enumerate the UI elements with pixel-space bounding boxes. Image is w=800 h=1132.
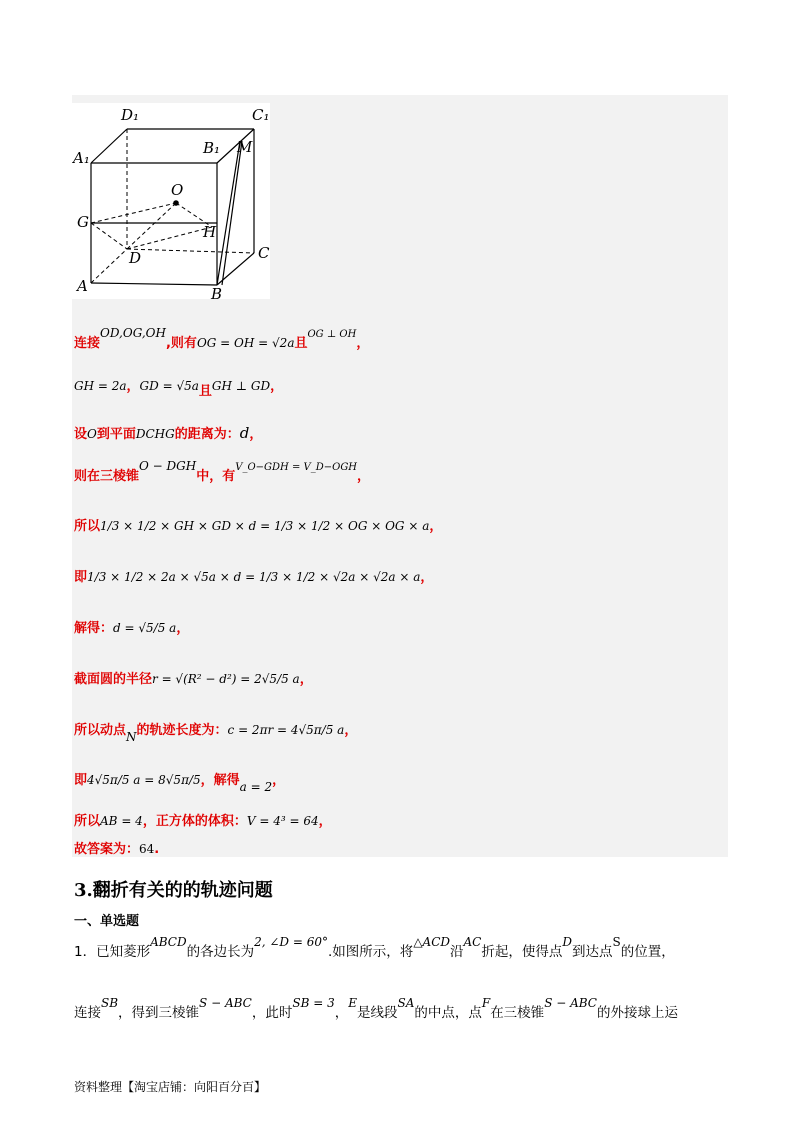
- solution-line-5: 所以1/3 × 1/2 × GH × GD × d = 1/3 × 1/2 × OG × OG × a，: [74, 519, 443, 534]
- label-a: A: [77, 277, 88, 295]
- label-d: D: [129, 249, 142, 267]
- label-g: G: [77, 213, 89, 231]
- label-m: M: [237, 138, 253, 156]
- cube-figure: [72, 103, 270, 299]
- solution-line-3: 设O到平面DCHG的距离为：d，: [74, 424, 263, 442]
- label-a1: A₁: [73, 149, 90, 167]
- question-line-2: 连接SB，得到三棱锥S − ABC，此时SB = 3，E是线段SA的中点，点F在三棱锥S − ABC的外接球上运: [74, 996, 678, 1021]
- section-title: 3.翻折有关的的轨迹问题: [74, 880, 273, 901]
- solution-line-7: 解得：d = √5/5 a，: [74, 621, 190, 636]
- solution-line-6: 即1/3 × 1/2 × 2a × √5a × d = 1/3 × 1/2 × √2a × √2a × a，: [74, 570, 434, 585]
- solution-line-1: 连接OD,OG,OH,则有OG = OH = √2a且$^{OG \perp OH}$，: [74, 326, 370, 351]
- label-h: H: [203, 223, 217, 241]
- solution-line-11: 所以AB = 4，正方体的体积：V = 4³ = 64，: [74, 814, 332, 829]
- solution-line-8: 截面圆的半径r = √(R² − d²) = 2√5/5 a，: [74, 672, 313, 687]
- solution-line-10: 即4√5π/5 a = 8√5π/5，解得a = 2，: [74, 773, 286, 794]
- cube-diagram: [72, 103, 270, 299]
- solution-line-9: 所以动点N的轨迹长度为：c = 2πr = 4√5π/5 a，: [74, 723, 358, 744]
- solution-line-12: 故答案为：64.: [74, 842, 160, 857]
- label-o: O: [171, 181, 184, 199]
- footer-note: 资料整理【淘宝店铺：向阳百分百】: [74, 1080, 267, 1094]
- label-b1: B₁: [203, 139, 221, 157]
- solution-line-4: 则在三棱锥O − DGH中，有$^{V\_O-GDH = V\_D-OGH}$，: [74, 459, 371, 484]
- subsection-title: 一、单选题: [74, 914, 140, 929]
- question-line-1: 1．已知菱形ABCD的各边长为2, ∠D = 60°.如图所示，将△ACD沿AC折起，使得点D到达点S的位置，: [74, 935, 675, 960]
- solution-line-2: GH = 2a，GD = √5a且GH ⊥ GD，: [74, 379, 284, 399]
- label-d1: D₁: [121, 106, 140, 124]
- label-b: B: [211, 285, 223, 299]
- label-c: C: [258, 244, 270, 262]
- label-c1: C₁: [252, 106, 270, 124]
